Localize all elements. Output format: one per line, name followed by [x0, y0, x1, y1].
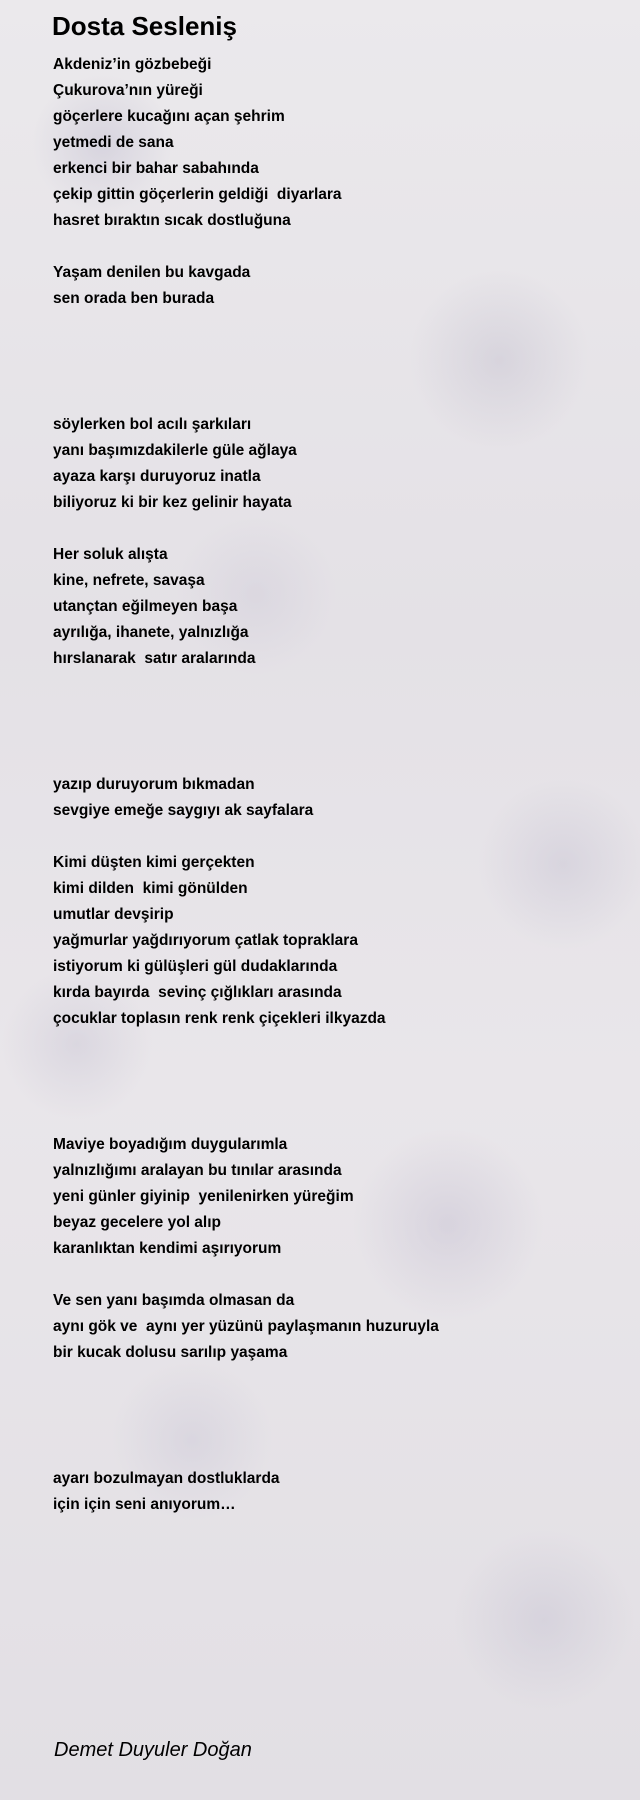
section-gap: [53, 1366, 613, 1466]
poem-line: utançtan eğilmeyen başa: [53, 598, 238, 615]
poem-line: Her soluk alışta: [53, 546, 168, 563]
section-gap: [53, 1032, 613, 1132]
poem-line: Çukurova’nın yüreği: [53, 82, 203, 99]
stanza: [53, 772, 613, 824]
stanza-gap: [53, 824, 613, 850]
poem-line: çocuklar toplasın renk renk çiçekleri ilkyazda: [53, 1010, 386, 1027]
stanza: [53, 1466, 613, 1518]
poem-line: ayarı bozulmayan dostluklarda: [53, 1470, 280, 1487]
poem-line: sevgiye emeğe saygıyı ak sayfalara: [53, 802, 314, 819]
section-gap: [53, 312, 613, 412]
stanza: [53, 542, 613, 672]
poem-line: kimi dilden kimi gönülden: [53, 880, 248, 897]
stanza: [53, 52, 613, 234]
poem-line: ayrılığa, ihanete, yalnızlığa: [53, 624, 249, 641]
poem-line: yetmedi de sana: [53, 134, 174, 151]
poem-line: sen orada ben burada: [53, 290, 215, 307]
poem-line: söylerken bol acılı şarkıları: [53, 416, 252, 433]
poem-line: kırda bayırda sevinç çığlıkları arasında: [53, 984, 342, 1001]
stanza: [53, 1132, 613, 1262]
poem-line: istiyorum ki gülüşleri gül dudaklarında: [53, 958, 338, 975]
poem-line: yeni günler giyinip yenilenirken yüreğim: [53, 1188, 354, 1205]
stanza-gap: [53, 234, 613, 260]
poem-line: hasret bıraktın sıcak dostluğuna: [53, 212, 291, 229]
stanza: [53, 412, 613, 516]
stanza: [53, 260, 613, 312]
poem-line: çekip gittin göçerlerin geldiği diyarlara: [53, 186, 342, 203]
poem-line: Maviye boyadığım duygularımla: [53, 1136, 288, 1153]
stanza-gap: [53, 516, 613, 542]
poem-author: Demet Duyuler Doğan: [54, 1739, 252, 1761]
poem-line: bir kucak dolusu sarılıp yaşama: [53, 1344, 288, 1361]
poem-line: ayaza karşı duruyoruz inatla: [53, 468, 261, 485]
poem-line: karanlıktan kendimi aşırıyorum: [53, 1240, 282, 1257]
poem-line: Yaşam denilen bu kavgada: [53, 264, 251, 281]
poem-line: erkenci bir bahar sabahında: [53, 160, 259, 177]
stanza-gap: [53, 1262, 613, 1288]
poem-line: Kimi düşten kimi gerçekten: [53, 854, 255, 871]
poem-body: [53, 52, 613, 1518]
poem-line: yanı başımızdakilerle güle ağlaya: [53, 442, 297, 459]
poem-line: kine, nefrete, savaşa: [53, 572, 205, 589]
poem-line: yalnızlığımı aralayan bu tınılar arasında: [53, 1162, 342, 1179]
section-gap: [53, 672, 613, 772]
poem-line: yağmurlar yağdırıyorum çatlak topraklara: [53, 932, 358, 949]
poem-line: hırslanarak satır aralarında: [53, 650, 256, 667]
poem-title: Dosta Sesleniş: [52, 11, 237, 41]
poem-line: aynı gök ve aynı yer yüzünü paylaşmanın huzuruyla: [53, 1318, 439, 1335]
poem-line: umutlar devşirip: [53, 906, 174, 923]
stanza: [53, 850, 613, 1032]
poem-line: Ve sen yanı başımda olmasan da: [53, 1292, 295, 1309]
poem-line: yazıp duruyorum bıkmadan: [53, 776, 255, 793]
poem-line: için için seni anıyorum…: [53, 1496, 236, 1513]
poem-line: göçerlere kucağını açan şehrim: [53, 108, 285, 125]
stanza: [53, 1288, 613, 1366]
poem-line: biliyoruz ki bir kez gelinir hayata: [53, 494, 292, 511]
poem-line: beyaz gecelere yol alıp: [53, 1214, 222, 1231]
poem-line: Akdeniz’in gözbebeği: [53, 56, 212, 73]
